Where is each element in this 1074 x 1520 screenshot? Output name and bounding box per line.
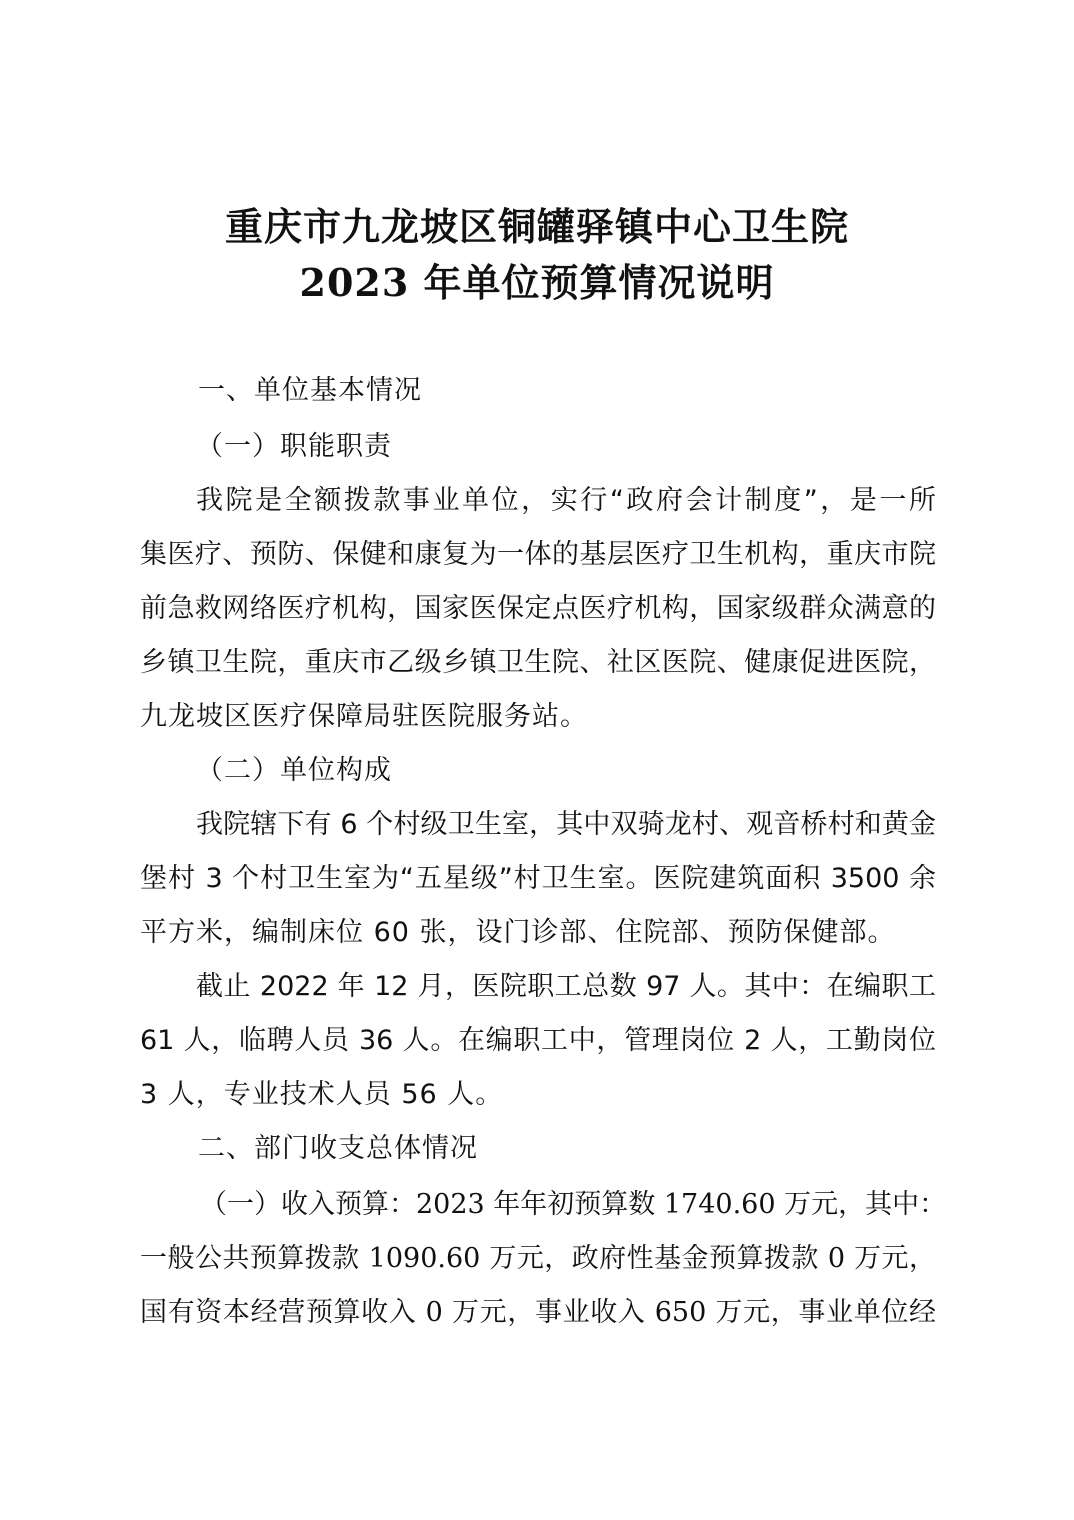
document-title-line-1: 重庆市九龙坡区铜罐驿镇中心卫生院 bbox=[224, 204, 849, 249]
document-title-line-2: 2023 年单位预算情况说明 bbox=[299, 260, 775, 305]
paragraph-3-line-2: 61 人，临聘人员 36 人。在编职工中，管理岗位 2 人，工勤岗位 bbox=[140, 1025, 936, 1056]
section-2-heading: 二、部门收支总体情况 bbox=[198, 1133, 478, 1164]
paragraph-1-line-4: 乡镇卫生院，重庆市乙级乡镇卫生院、社区医院、健康促进医院， bbox=[140, 647, 936, 678]
paragraph-4-line-3: 国有资本经营预算收入 0 万元，事业收入 650 万元，事业单位经 bbox=[140, 1297, 936, 1328]
paragraph-4-line-1: （一）收入预算：2023 年年初预算数 1740.60 万元，其中： bbox=[200, 1189, 947, 1220]
paragraph-1-line-3: 前急救网络医疗机构，国家医保定点医疗机构，国家级群众满意的 bbox=[140, 593, 936, 624]
paragraph-3-line-1: 截止 2022 年 12 月，医院职工总数 97 人。其中：在编职工 bbox=[196, 971, 936, 1002]
paragraph-2-line-3: 平方米，编制床位 60 张，设门诊部、住院部、预防保健部。 bbox=[140, 917, 896, 948]
paragraph-2-line-2: 堡村 3 个村卫生室为“五星级”村卫生室。医院建筑面积 3500 余 bbox=[140, 863, 936, 894]
subsection-1-heading: （一）职能职责 bbox=[196, 431, 392, 462]
paragraph-4-line-2: 一般公共预算拨款 1090.60 万元，政府性基金预算拨款 0 万元， bbox=[140, 1243, 936, 1274]
paragraph-1-line-2: 集医疗、预防、保健和康复为一体的基层医疗卫生机构，重庆市院 bbox=[140, 539, 936, 570]
subsection-2-heading: （二）单位构成 bbox=[196, 755, 392, 786]
section-1-heading: 一、单位基本情况 bbox=[198, 375, 422, 406]
paragraph-1-line-5: 九龙坡区医疗保障局驻医院服务站。 bbox=[140, 701, 588, 732]
paragraph-2-line-1: 我院辖下有 6 个村级卫生室，其中双骑龙村、观音桥村和黄金 bbox=[196, 809, 936, 840]
paragraph-3-line-3: 3 人，专业技术人员 56 人。 bbox=[140, 1079, 504, 1110]
paragraph-1-line-1: 我院是全额拨款事业单位，实行“政府会计制度”，是一所 bbox=[196, 485, 936, 516]
